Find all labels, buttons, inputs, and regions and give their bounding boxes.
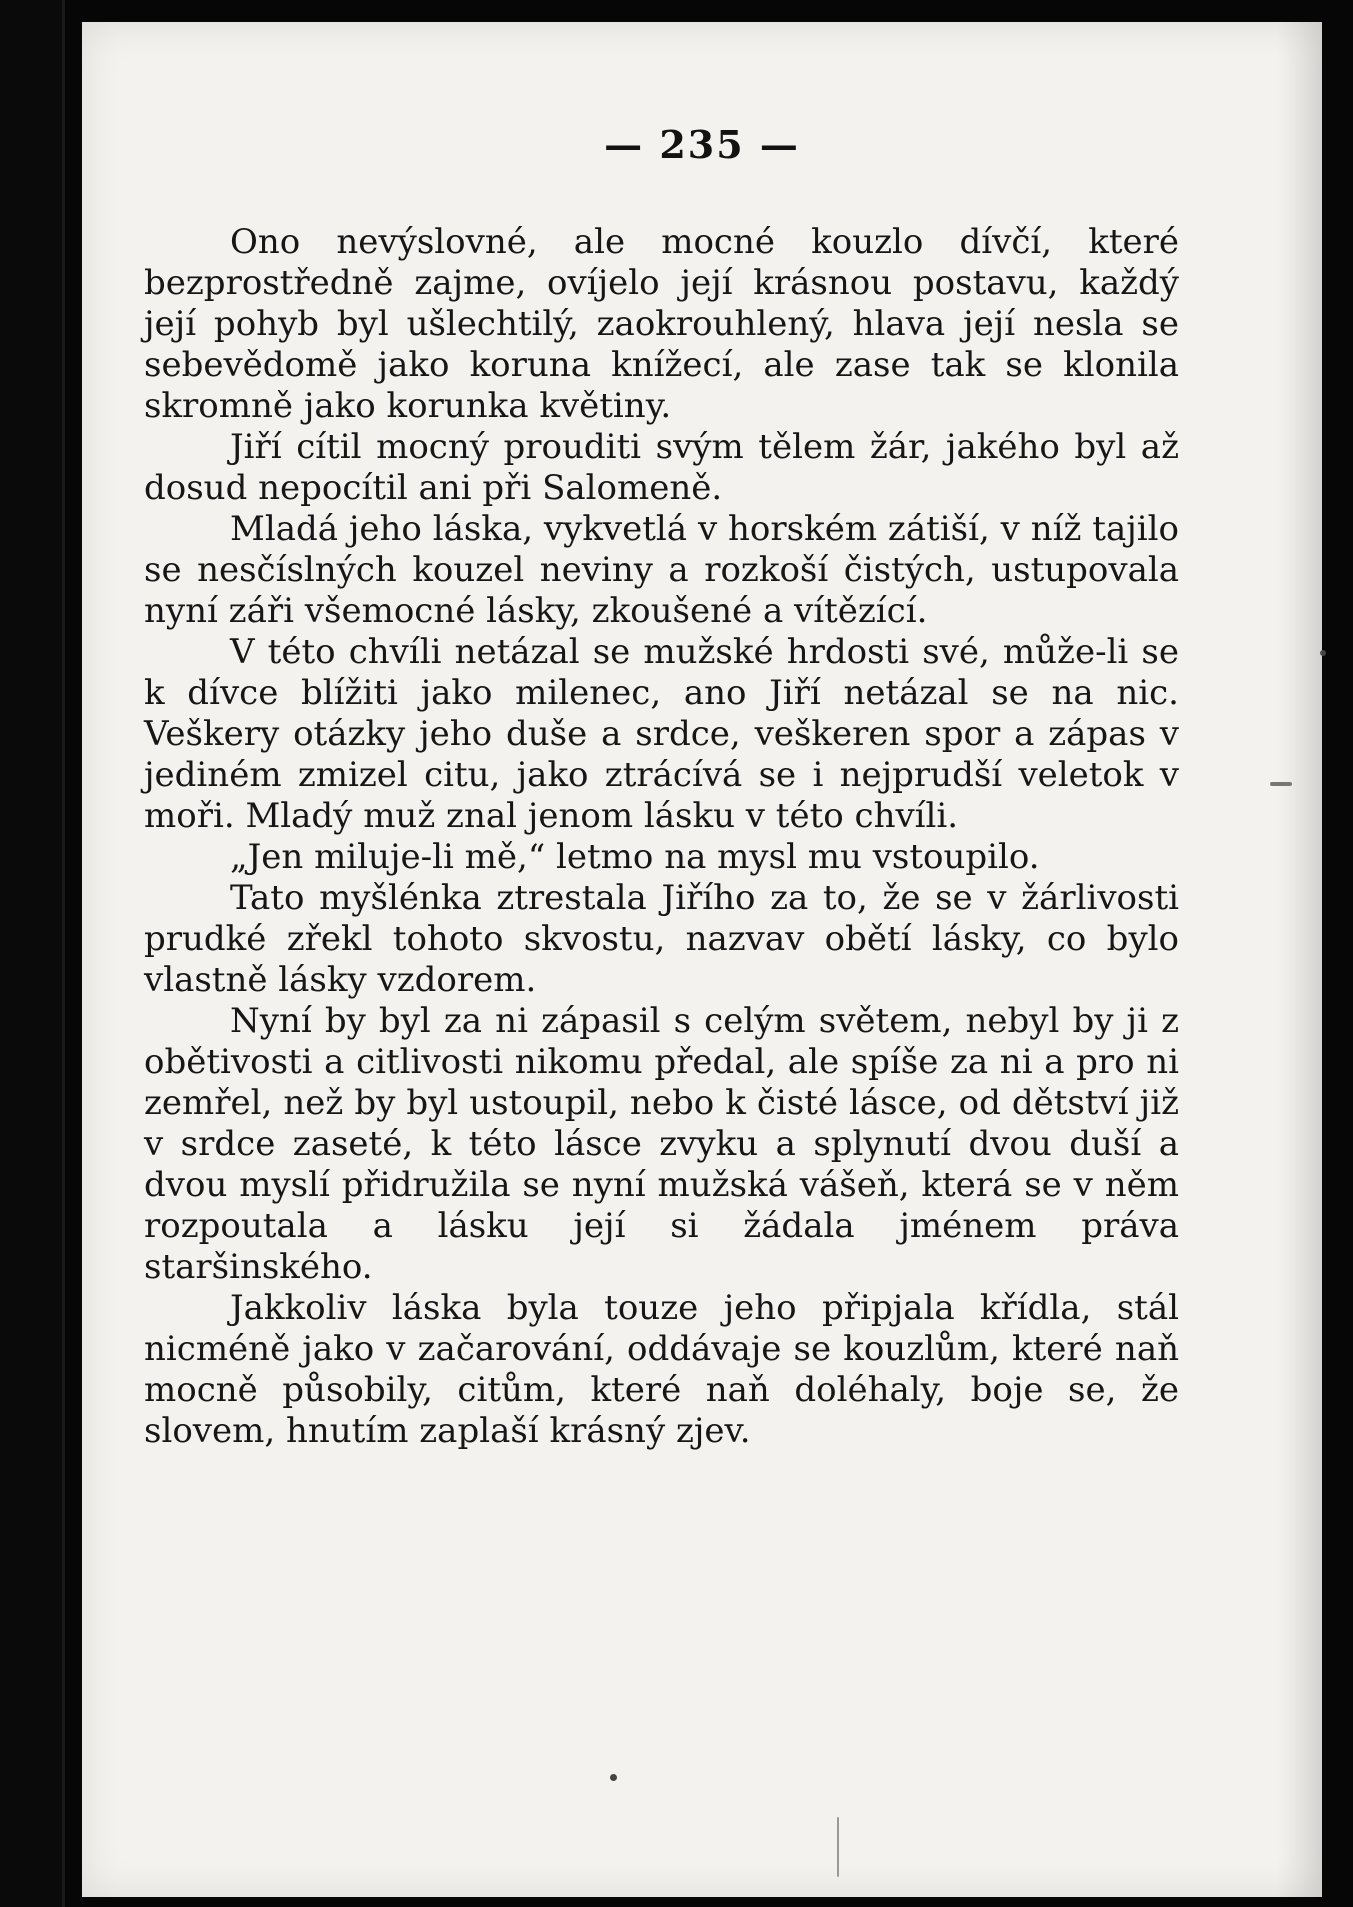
- paragraph-3: Mladá jeho láska, vykvetlá v horském zátiší, v níž tajilo se nesčíslných kouzel neviny a rozkoší čistých, ustupovala nyní záři všemocné lásky, zkoušené a vítězící.: [144, 509, 1179, 631]
- scan-scratch: [837, 1817, 839, 1877]
- scan-speck: [1270, 782, 1292, 786]
- paragraph-2: Jiří cítil mocný prouditi svým tělem žár, jakého byl až dosud nepocítil ani při Salomeně.: [144, 427, 1179, 508]
- previous-page-edge: [0, 0, 65, 1907]
- book-page: [82, 22, 1322, 1897]
- scan-speck: [610, 1774, 617, 1781]
- page-number: — 235 —: [604, 122, 800, 167]
- paragraph-7: Nyní by byl za ni zápasil s celým světem, nebyl by ji z obětivosti a citlivosti nikomu předal, ale spíše za ni a pro ni zemřel, než by byl ustoupil, nebo k čisté lásce, od dětství již v srdce zaseté, k této lásce zvyku a splynutí dvou duší a dvou myslí přidružila se nyní mužská vášeň, která se v něm rozpoutala a lásku její si žádala jménem práva staršinského.: [144, 1001, 1179, 1287]
- paragraph-8: Jakkoliv láska byla touze jeho připjala křídla, stál nicméně jako v začarování, oddávaje se kouzlům, které naň mocně působily, citům, které naň doléhaly, boje se, že slovem, hnutím zaplaší krásný zjev.: [144, 1288, 1179, 1451]
- paragraph-6: Tato myšlénka ztrestala Jiřího za to, že se v žárlivosti prudké zřekl tohoto skvostu, nazvav obětí lásky, co bylo vlastně lásky vzdorem.: [144, 878, 1179, 1000]
- paragraph-4: V této chvíli netázal se mužské hrdosti své, může-li se k dívce blížiti jako milenec, ano Jiří netázal se na nic. Veškery otázky jeho duše a srdce, veškeren spor a zápas v jediném zmizel citu, jako ztrácívá se i nejprudší veletok v moři. Mladý muž znal jenom lásku v této chvíli.: [144, 632, 1179, 836]
- scan-speck: [1320, 650, 1326, 656]
- paragraph-1: Ono nevýslovné, ale mocné kouzlo dívčí, které bezprostředně zajme, ovíjelo její krásnou postavu, každý její pohyb byl ušlechtilý, zaokrouhlený, hlava její nesla se sebevědomě jako koruna knížecí, ale zase tak se klonila skromně jako korunka květiny.: [144, 222, 1179, 426]
- page-text: [144, 222, 1179, 1452]
- paragraph-5: „Jen miluje-li mě,“ letmo na mysl mu vstoupilo.: [230, 837, 1040, 877]
